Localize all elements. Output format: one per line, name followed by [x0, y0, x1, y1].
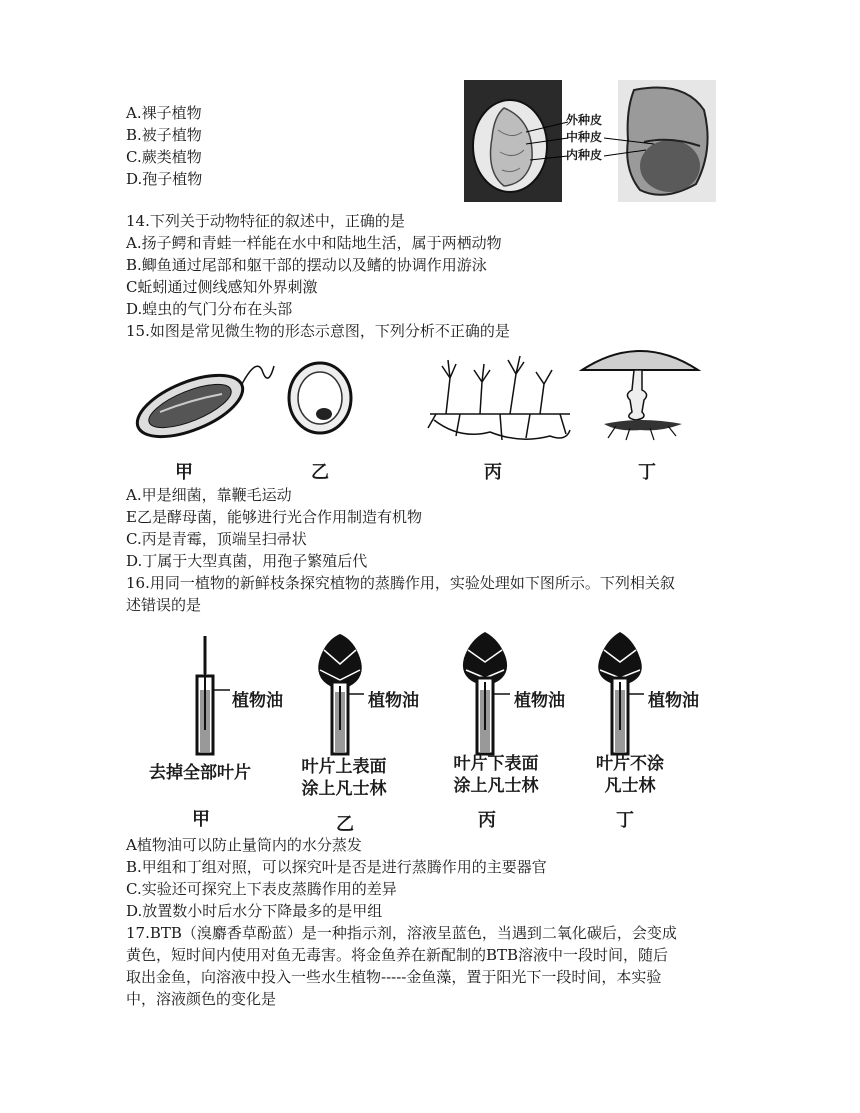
microbe-figure [130, 340, 710, 460]
q14-option-c: C蚯蚓通过侧线感知外界刺激 [126, 278, 318, 296]
q14-stem: 14.下列关于动物特征的叙述中，正确的是 [126, 212, 405, 230]
q16-option-c: C.实验还可探究上下表皮蒸腾作用的差异 [126, 880, 397, 898]
q16-stem-line2: 述错误的是 [126, 596, 202, 614]
q16-label-yi: 乙 [336, 814, 354, 835]
q16-option-b: B.甲组和丁组对照，可以探究叶是否是进行蒸腾作用的主要器官 [126, 858, 547, 876]
oil-label-jia: 植物油 [232, 691, 283, 711]
q17-line2: 黄色，短时间内使用对鱼无毒害。将金鱼养在新配制的BTB溶液中一段时间，随后 [126, 946, 669, 964]
treatment-yi: 叶片上表面 涂上凡士林 [301, 757, 387, 799]
q15-option-c: C.丙是青霉，顶端呈扫帚状 [126, 530, 307, 548]
oil-label-ding: 植物油 [648, 691, 699, 711]
seed-label-outer: 外种皮 [566, 113, 603, 127]
q14-option-a: A.扬子鳄和青蛙一样能在水中和陆地生活，属于两栖动物 [126, 234, 502, 252]
mushroom-drawing [582, 351, 698, 440]
seed-label-inner: 内种皮 [566, 148, 603, 162]
q16-label-jia: 甲 [192, 809, 210, 830]
q16-option-d: D.放置数小时后水分下降最多的是甲组 [126, 902, 383, 920]
q14-option-b: B.鲫鱼通过尾部和躯干部的摆动以及鳍的协调作用游泳 [126, 256, 487, 274]
q15-option-a: A.甲是细菌，靠鞭毛运动 [126, 486, 292, 504]
treatment-jia: 去掉全部叶片 [149, 763, 251, 783]
q13-option-b: B.被子植物 [126, 126, 202, 144]
q15-label-jia: 甲 [175, 462, 193, 483]
q15-option-b: E乙是酵母菌，能够进行光合作用制造有机物 [126, 508, 422, 526]
q13-option-c: C.蕨类植物 [126, 148, 202, 166]
bacterium-drawing [130, 363, 274, 449]
q15-label-yi: 乙 [311, 462, 329, 483]
q15-label-ding: 丁 [638, 462, 656, 483]
q16-stem-line1: 16.用同一植物的新鲜枝条探究植物的蒸腾作用，实验处理如下图所示。下列相关叙 [126, 574, 675, 592]
q16-label-ding: 丁 [616, 810, 634, 831]
q17-line1: 17.BTB（溴麝香草酚蓝）是一种指示剂，溶液呈蓝色，当遇到二氧化碳后，会变成 [126, 924, 677, 942]
treatment-bing: 叶片下表面 涂上凡士林 [453, 754, 539, 796]
q17-line3: 取出金鱼，向溶液中投入一些水生植物-----金鱼藻，置于阳光下一段时间，本实验 [126, 968, 662, 986]
q16-label-bing: 丙 [478, 810, 496, 831]
q15-option-d: D.丁属于大型真菌，用孢子繁殖后代 [126, 552, 368, 570]
tube-jia [197, 636, 230, 754]
q15-stem: 15.如图是常见微生物的形态示意图，下列分析不正确的是 [126, 322, 510, 340]
treatment-ding: 叶片不涂 凡士林 [596, 754, 664, 796]
q15-label-bing: 丙 [484, 462, 502, 483]
penicillium-drawing [428, 356, 570, 440]
q14-option-d: D.蝗虫的气门分布在头部 [126, 300, 293, 318]
oil-label-bing: 植物油 [514, 691, 565, 711]
q17-line4: 中，溶液颜色的变化是 [126, 990, 277, 1008]
oil-label-yi: 植物油 [368, 691, 419, 711]
tube-ding [598, 632, 644, 754]
tube-yi [318, 634, 364, 754]
tube-bing [463, 632, 510, 754]
yeast-drawing [289, 363, 351, 433]
q13-option-a: A.裸子植物 [126, 104, 202, 122]
q16-option-a: A植物油可以防止量筒内的水分蒸发 [126, 836, 362, 854]
seed-label-middle: 中种皮 [566, 130, 603, 144]
q13-option-d: D.孢子植物 [126, 170, 203, 188]
